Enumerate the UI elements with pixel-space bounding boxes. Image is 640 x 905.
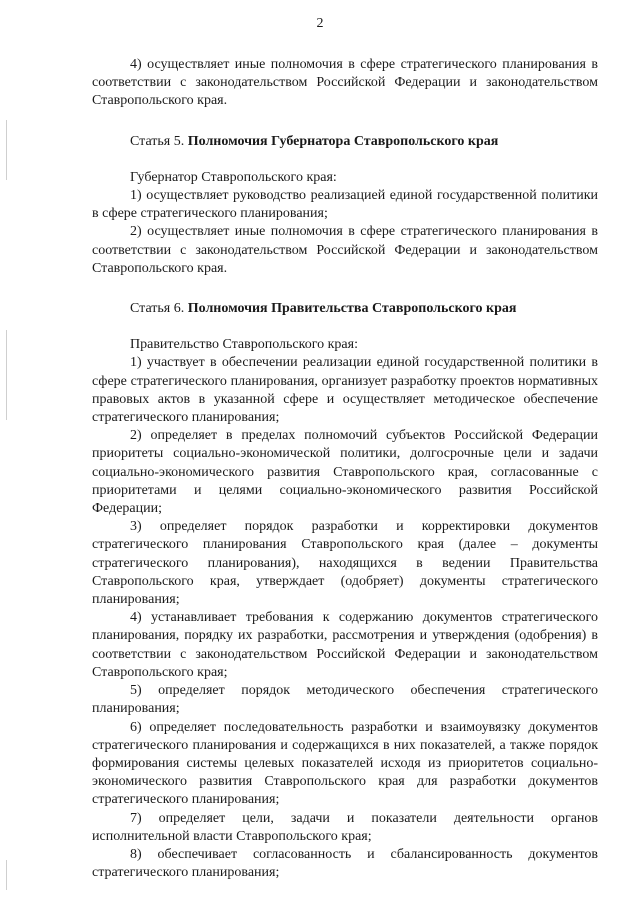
- article-6-heading: [92, 300, 598, 318]
- article-5-heading: [92, 133, 598, 151]
- article-6-item: 3) определяет порядок разработки и корректировки документов стратегического планирования Ставропольского края (далее – документы стратегического планирования), находящихся в ведении Правительства Ставропольского края, утверждает (одобряет) документы стратегического планирования;: [92, 519, 598, 608]
- document-body: [92, 56, 598, 882]
- article-6-item: 5) определяет порядок методического обеспечения стратегического планирования;: [92, 683, 598, 717]
- article-6-item: 6) определяет последовательность разработки и взаимоувязку документов стратегического планирования и содержащихся в них показателей, а также порядок формирования системы целевых показателей исходя из приоритетов социально-экономического развития Ставропольского края для разработки документов стратегического планирования;: [92, 719, 598, 808]
- page-number: 2: [316, 16, 324, 31]
- scan-edge-mark: [6, 120, 7, 180]
- article-5-item: 2) осуществляет иные полномочия в сфере стратегического планирования в соответствии с законодательством Российской Федерации и законодательством Ставропольского края.: [92, 224, 598, 276]
- article-6-title: Полномочия Правительства Ставропольского края: [187, 301, 517, 317]
- article-6-item: 2) определяет в пределах полномочий субъектов Российской Федерации приоритеты социально-экономической политики, долгосрочные цели и задачи социально-экономического развития Ставропольского края, согласованные с приоритетами и целями социально-экономического развития Российской Федерации;: [92, 428, 598, 517]
- article-6-item: 7) определяет цели, задачи и показатели деятельности органов исполнительной власти Ставропольского края;: [92, 810, 598, 844]
- scan-edge-mark: [6, 860, 7, 890]
- article-6-item: 4) устанавливает требования к содержанию документов стратегического планирования, порядку их разработки, рассмотрения и утверждения (одобрения) в соответствии с законодательством Российской Федерации и законодательством Ставропольского края;: [92, 610, 598, 680]
- article-6-label: Статья 6.: [130, 301, 185, 317]
- paragraph-intro-item: 4) осуществляет иные полномочия в сфере стратегического планирования в соответствии с законодательством Российской Федерации и законодательством Ставропольского края.: [92, 57, 598, 109]
- article-5-item: 1) осуществляет руководство реализацией единой государственной политики в сфере стратегического планирования;: [92, 188, 598, 222]
- article-5-title: Полномочия Губернатора Ставропольского края: [187, 133, 499, 149]
- article-6-lead: Правительство Ставропольского края:: [130, 337, 358, 353]
- article-6-item: 8) обеспечивает согласованность и сбалансированность документов стратегического планирования;: [92, 846, 598, 881]
- article-5-lead: Губернатор Ставропольского края:: [130, 169, 337, 185]
- scan-edge-mark: [6, 330, 7, 420]
- article-6-item: 1) участвует в обеспечении реализации единой государственной политики в сфере стратегического планирования, организует разработку проектов нормативных правовых актов в указанной сфере и осуществляет методическое обеспечение стратегического планирования;: [92, 355, 598, 426]
- article-5-label: Статья 5.: [130, 133, 185, 149]
